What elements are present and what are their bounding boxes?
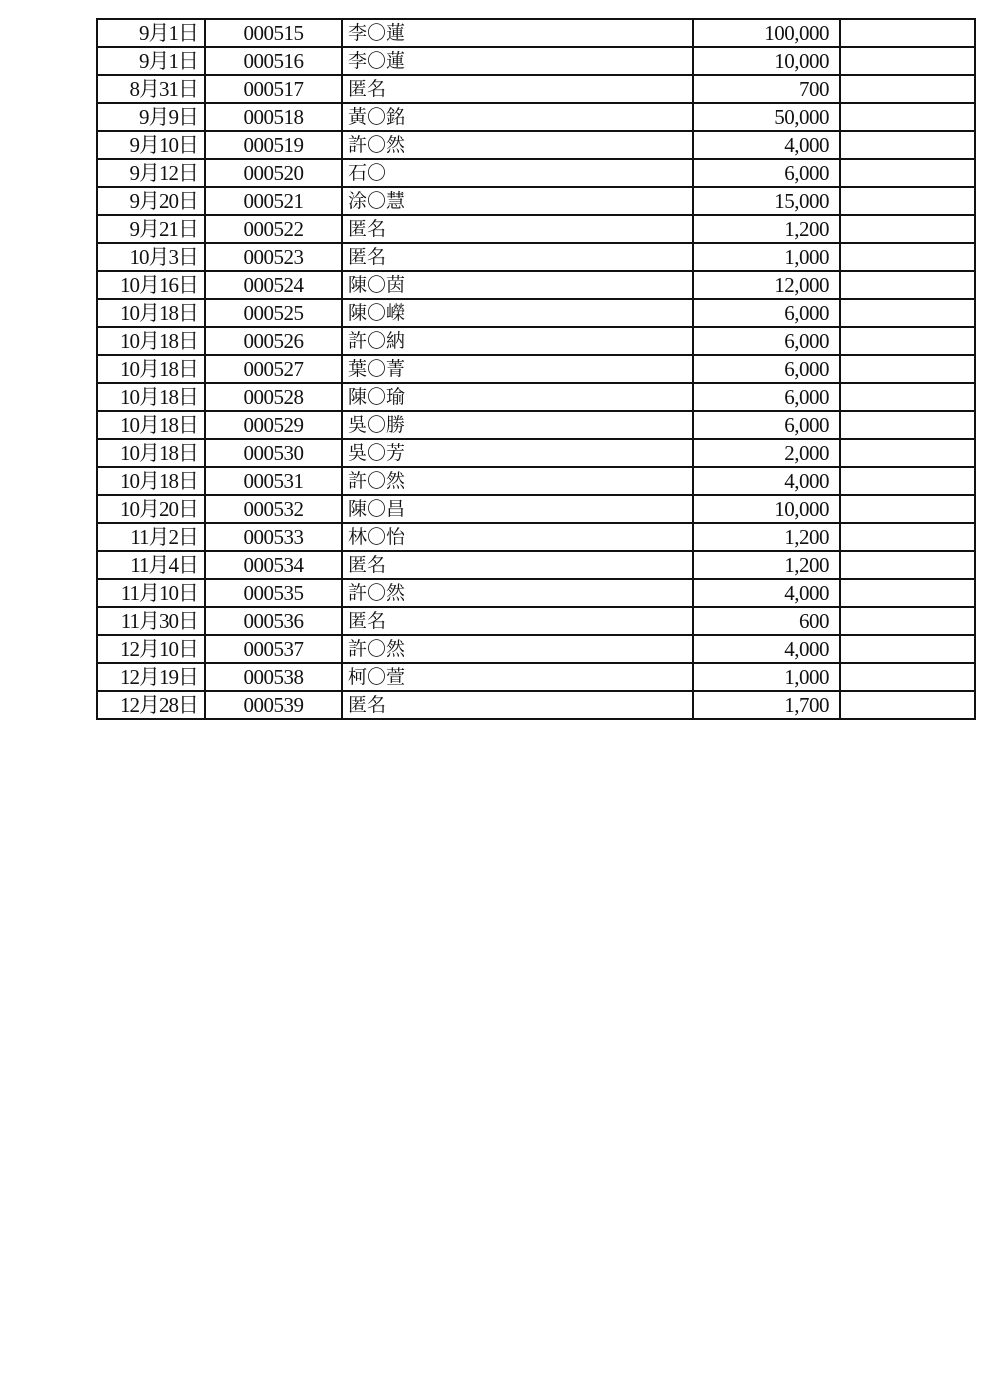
donor-name-cell: 陳〇瑜 — [342, 383, 693, 411]
donation-ledger-table — [96, 18, 976, 720]
table-row — [97, 607, 975, 635]
receipt-number-cell: 000531 — [205, 467, 342, 495]
amount-cell: 1,200 — [693, 215, 840, 243]
receipt-number-cell: 000522 — [205, 215, 342, 243]
amount-cell: 12,000 — [693, 271, 840, 299]
date-cell: 9月1日 — [97, 47, 205, 75]
table-row — [97, 327, 975, 355]
date-cell: 10月18日 — [97, 355, 205, 383]
amount-cell: 1,700 — [693, 691, 840, 719]
amount-cell: 6,000 — [693, 327, 840, 355]
date-cell: 10月18日 — [97, 467, 205, 495]
date-cell: 9月21日 — [97, 215, 205, 243]
receipt-number-cell: 000539 — [205, 691, 342, 719]
table-row — [97, 19, 975, 47]
date-cell: 9月20日 — [97, 187, 205, 215]
table-row — [97, 131, 975, 159]
amount-cell: 10,000 — [693, 495, 840, 523]
receipt-number-cell: 000536 — [205, 607, 342, 635]
date-cell: 9月12日 — [97, 159, 205, 187]
note-cell — [840, 467, 975, 495]
donor-name-cell: 石〇 — [342, 159, 693, 187]
note-cell — [840, 551, 975, 579]
amount-cell: 2,000 — [693, 439, 840, 467]
amount-cell: 6,000 — [693, 411, 840, 439]
donor-name-cell: 陳〇茵 — [342, 271, 693, 299]
table-row — [97, 47, 975, 75]
amount-cell: 4,000 — [693, 131, 840, 159]
note-cell — [840, 215, 975, 243]
amount-cell: 4,000 — [693, 467, 840, 495]
note-cell — [840, 159, 975, 187]
receipt-number-cell: 000523 — [205, 243, 342, 271]
date-cell: 11月2日 — [97, 523, 205, 551]
amount-cell: 100,000 — [693, 19, 840, 47]
table-row — [97, 691, 975, 719]
amount-cell: 1,200 — [693, 523, 840, 551]
receipt-number-cell: 000526 — [205, 327, 342, 355]
amount-cell: 6,000 — [693, 159, 840, 187]
donor-name-cell: 許〇然 — [342, 467, 693, 495]
table-row — [97, 355, 975, 383]
note-cell — [840, 495, 975, 523]
receipt-number-cell: 000516 — [205, 47, 342, 75]
donor-name-cell: 匿名 — [342, 215, 693, 243]
note-cell — [840, 607, 975, 635]
receipt-number-cell: 000529 — [205, 411, 342, 439]
donor-name-cell: 李〇蓮 — [342, 47, 693, 75]
note-cell — [840, 103, 975, 131]
note-cell — [840, 439, 975, 467]
note-cell — [840, 47, 975, 75]
table-row — [97, 159, 975, 187]
table-row — [97, 467, 975, 495]
receipt-number-cell: 000519 — [205, 131, 342, 159]
receipt-number-cell: 000520 — [205, 159, 342, 187]
table-row — [97, 439, 975, 467]
date-cell: 10月18日 — [97, 411, 205, 439]
amount-cell: 15,000 — [693, 187, 840, 215]
donor-name-cell: 柯〇萱 — [342, 663, 693, 691]
date-cell: 8月31日 — [97, 75, 205, 103]
amount-cell: 10,000 — [693, 47, 840, 75]
table-row — [97, 383, 975, 411]
note-cell — [840, 411, 975, 439]
receipt-number-cell: 000515 — [205, 19, 342, 47]
note-cell — [840, 523, 975, 551]
table-row — [97, 187, 975, 215]
amount-cell: 600 — [693, 607, 840, 635]
donor-name-cell: 許〇然 — [342, 131, 693, 159]
note-cell — [840, 131, 975, 159]
donor-name-cell: 李〇蓮 — [342, 19, 693, 47]
note-cell — [840, 579, 975, 607]
receipt-number-cell: 000532 — [205, 495, 342, 523]
amount-cell: 6,000 — [693, 299, 840, 327]
amount-cell: 4,000 — [693, 635, 840, 663]
note-cell — [840, 299, 975, 327]
receipt-number-cell: 000537 — [205, 635, 342, 663]
donor-name-cell: 陳〇昌 — [342, 495, 693, 523]
date-cell: 11月4日 — [97, 551, 205, 579]
ledger-body — [97, 19, 975, 719]
receipt-number-cell: 000533 — [205, 523, 342, 551]
donor-name-cell: 許〇然 — [342, 579, 693, 607]
note-cell — [840, 383, 975, 411]
receipt-number-cell: 000524 — [205, 271, 342, 299]
date-cell: 10月20日 — [97, 495, 205, 523]
table-row — [97, 579, 975, 607]
table-row — [97, 495, 975, 523]
note-cell — [840, 19, 975, 47]
receipt-number-cell: 000518 — [205, 103, 342, 131]
donor-name-cell: 匿名 — [342, 75, 693, 103]
amount-cell: 4,000 — [693, 579, 840, 607]
note-cell — [840, 327, 975, 355]
date-cell: 10月18日 — [97, 439, 205, 467]
date-cell: 9月10日 — [97, 131, 205, 159]
receipt-number-cell: 000527 — [205, 355, 342, 383]
donor-name-cell: 吳〇芳 — [342, 439, 693, 467]
date-cell: 12月28日 — [97, 691, 205, 719]
donor-name-cell: 許〇納 — [342, 327, 693, 355]
date-cell: 10月3日 — [97, 243, 205, 271]
receipt-number-cell: 000530 — [205, 439, 342, 467]
donor-name-cell: 陳〇嶸 — [342, 299, 693, 327]
donor-name-cell: 黃〇銘 — [342, 103, 693, 131]
amount-cell: 700 — [693, 75, 840, 103]
donor-name-cell: 林〇怡 — [342, 523, 693, 551]
date-cell: 10月18日 — [97, 299, 205, 327]
date-cell: 9月1日 — [97, 19, 205, 47]
amount-cell: 6,000 — [693, 383, 840, 411]
receipt-number-cell: 000528 — [205, 383, 342, 411]
table-row — [97, 103, 975, 131]
receipt-number-cell: 000517 — [205, 75, 342, 103]
date-cell: 12月19日 — [97, 663, 205, 691]
receipt-number-cell: 000521 — [205, 187, 342, 215]
donor-name-cell: 匿名 — [342, 607, 693, 635]
amount-cell: 1,200 — [693, 551, 840, 579]
amount-cell: 1,000 — [693, 663, 840, 691]
table-row — [97, 411, 975, 439]
receipt-number-cell: 000534 — [205, 551, 342, 579]
receipt-number-cell: 000538 — [205, 663, 342, 691]
date-cell: 10月18日 — [97, 327, 205, 355]
note-cell — [840, 75, 975, 103]
receipt-number-cell: 000525 — [205, 299, 342, 327]
donor-name-cell: 匿名 — [342, 551, 693, 579]
date-cell: 12月10日 — [97, 635, 205, 663]
table-row — [97, 635, 975, 663]
donor-name-cell: 涂〇慧 — [342, 187, 693, 215]
amount-cell: 6,000 — [693, 355, 840, 383]
table-row — [97, 523, 975, 551]
table-row — [97, 551, 975, 579]
note-cell — [840, 187, 975, 215]
note-cell — [840, 243, 975, 271]
note-cell — [840, 663, 975, 691]
date-cell: 10月16日 — [97, 271, 205, 299]
table-row — [97, 215, 975, 243]
date-cell: 11月10日 — [97, 579, 205, 607]
donor-name-cell: 匿名 — [342, 691, 693, 719]
note-cell — [840, 355, 975, 383]
date-cell: 10月18日 — [97, 383, 205, 411]
note-cell — [840, 691, 975, 719]
date-cell: 11月30日 — [97, 607, 205, 635]
note-cell — [840, 635, 975, 663]
receipt-number-cell: 000535 — [205, 579, 342, 607]
donor-name-cell: 匿名 — [342, 243, 693, 271]
note-cell — [840, 271, 975, 299]
amount-cell: 50,000 — [693, 103, 840, 131]
table-row — [97, 271, 975, 299]
donor-name-cell: 吳〇勝 — [342, 411, 693, 439]
date-cell: 9月9日 — [97, 103, 205, 131]
table-row — [97, 243, 975, 271]
donor-name-cell: 許〇然 — [342, 635, 693, 663]
table-row — [97, 299, 975, 327]
amount-cell: 1,000 — [693, 243, 840, 271]
donor-name-cell: 葉〇菁 — [342, 355, 693, 383]
table-row — [97, 663, 975, 691]
table-row — [97, 75, 975, 103]
